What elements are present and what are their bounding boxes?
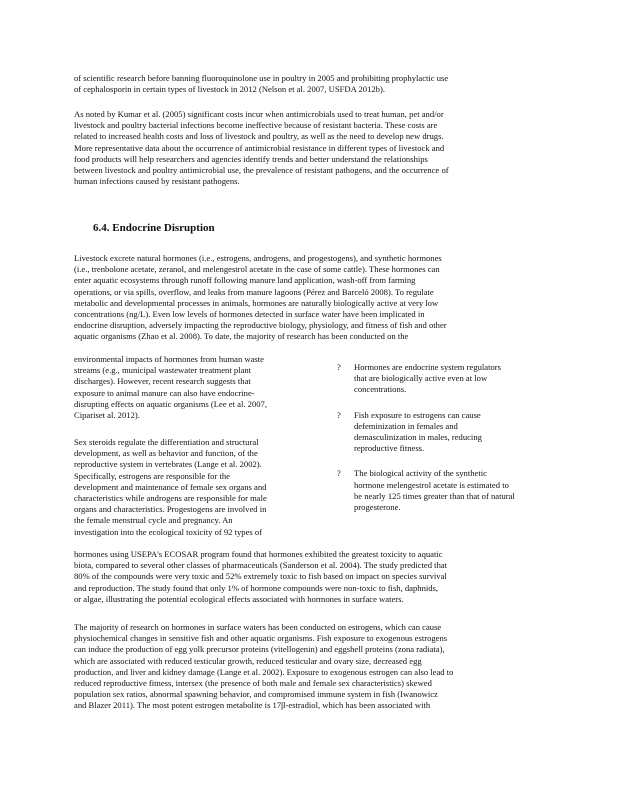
text-line: More representative data about the occurrence of antimicrobial resistance in different types of livestock and — [74, 142, 445, 153]
text-line: aquatic organisms (Zhao et al. 2008). To date, the majority of research has been conducted on the — [74, 331, 409, 342]
text-line: or algae, illustrating the potential ecological effects associated with hormones in surface waters. — [74, 593, 404, 604]
text-line: development and maintenance of female sex organs and — [74, 481, 267, 492]
text-line: investigation into the ecological toxicity of 92 types of — [74, 526, 263, 537]
text-line: environmental impacts of hormones from human waste — [74, 354, 264, 364]
bullet-line: Fish exposure to estrogens can cause — [354, 409, 481, 420]
text-line: metabolic and developmental processes in animals, hormones are naturally biologically active at very low — [74, 297, 439, 308]
text-line: discharges). However, recent research suggests that — [74, 376, 251, 387]
text-line: Sex steroids regulate the differentiation and structural — [74, 437, 259, 447]
text-line: 80% of the compounds were very toxic and 52% extremely toxic to fish based on impact on species survival — [74, 571, 447, 582]
bullet-marker-icon: ? — [337, 362, 341, 372]
paragraph-ecosar — [74, 549, 546, 605]
text-line: physiochemical changes in sensitive fish and other aquatic organisms. Fish exposure to exogenous estrogens — [74, 633, 448, 644]
text-line: food products will help researchers and agencies identify trends and better understand the relationships — [74, 153, 428, 164]
bullet-line: The biological activity of the synthetic — [354, 468, 487, 479]
bullet-line: progesterone. — [354, 502, 401, 513]
bullet-line: concentrations. — [354, 384, 407, 395]
bullet-item — [337, 468, 537, 513]
text-line: concentrations (ng/L). Even low levels of hormones detected in surface water have been implicated in — [74, 309, 425, 320]
section-heading — [93, 222, 215, 234]
paragraph-kumar — [74, 109, 546, 187]
text-line: streams (e.g., municipal wastewater treatment plant — [74, 365, 252, 376]
bullet-line: reproductive fitness. — [354, 443, 425, 454]
text-line: and reproduction. The study found that only 1% of hormone compounds were non-toxic to fish, daphnids, — [74, 582, 439, 593]
bullet-marker-icon: ? — [337, 468, 341, 479]
text-line: Cipariset al. 2012). — [74, 410, 140, 421]
text-line: The majority of research on hormones in surface waters has been conducted on estrogens, which can cause — [74, 622, 442, 632]
text-line: related to increased health costs and loss of livestock and poultry, as well as the need to develop new drugs. — [74, 131, 444, 142]
text-line: reduced reproductive fitness, intersex (the presence of both male and female sex characteristics) skewed — [74, 678, 432, 689]
bullet-line: Hormones are endocrine system regulators — [354, 362, 502, 372]
text-line: exposure to animal manure can also have endocrine- — [74, 387, 255, 398]
bullet-marker-icon: ? — [337, 409, 341, 420]
text-line: organs and characteristics. Progestogens are involved in — [74, 504, 267, 515]
text-line: characteristics while androgens are responsible for male — [74, 493, 267, 504]
text-line: development, as well as behavior and function, of the — [74, 448, 258, 459]
paragraph-livestock — [74, 253, 546, 343]
text-line: enter aquatic ecosystems through runoff following manure land application, wash-off from farming — [74, 275, 416, 286]
text-line: As noted by Kumar et al. (2005) significant costs incur when antimicrobials used to treat human, pet and/or — [74, 109, 444, 119]
text-line: population sex ratios, abnormal spawning behavior, and compromised immune system in fish (Iwanowicz — [74, 689, 438, 700]
text-line: between livestock and poultry antimicrobial use, the prevalence of resistant pathogens, and the occurrence of — [74, 165, 449, 176]
text-line: Specifically, estrogens are responsible for the — [74, 470, 230, 481]
text-line: Livestock excrete natural hormones (i.e., estrogens, androgens, and progestogens), and synthetic hormones — [74, 253, 442, 263]
paragraph-intro — [74, 73, 546, 95]
text-line: endocrine disruption, adversely impacting the reproductive biology, physiology, and fitness of fish and other — [74, 320, 447, 331]
text-line: and Blazer 2011). The most potent estrogen metabolite is 17β-estradiol, which has been associated with — [74, 700, 431, 711]
callout-bullet-list — [337, 362, 537, 527]
text-line: which are associated with reduced testicular growth, reduced testicular and ovary size, decreased egg — [74, 655, 422, 666]
text-line: production, and liver and kidney damage (Lange et al. 2002). Exposure to exogenous estrogen can also lead to — [74, 666, 454, 677]
section-title: Endocrine Disruption — [112, 222, 215, 234]
text-line: human infections caused by resistant pathogens. — [74, 176, 240, 187]
text-line: of cephalosporin in certain types of livestock in 2012 (Nelson et al. 2007, USFDA 2012b). — [74, 84, 385, 95]
text-line: biota, compared to several other classes of pharmaceuticals (Sanderson et al. 2004). The study predicted that — [74, 560, 448, 571]
bullet-line: be nearly 125 times greater than that of natural — [354, 490, 515, 501]
bullet-line: that are biologically active even at low — [354, 373, 488, 384]
text-line: livestock and poultry bacterial infections become ineffective because of resistant bacteria. These costs are — [74, 120, 438, 131]
text-line: the female menstrual cycle and pregnancy. An — [74, 515, 233, 526]
bullet-line: defeminization in females and — [354, 420, 458, 431]
text-line: reproductive system in vertebrates (Lange et al. 2002). — [74, 459, 262, 470]
text-line: can induce the production of egg yolk precursor proteins (vitellogenin) and eggshell proteins (zona radiata), — [74, 644, 445, 655]
paragraph-left-column-continued — [74, 354, 322, 421]
section-number: 6.4. — [93, 222, 110, 234]
text-line: hormones using USEPA's ECOSAR program found that hormones exhibited the greatest toxicity to aquatic — [74, 549, 443, 559]
paragraph-sex-steroids — [74, 437, 322, 538]
text-line: of scientific research before banning fluoroquinolone use in poultry in 2005 and prohibiting prophylactic use — [74, 73, 449, 83]
paragraph-estrogens — [74, 622, 546, 712]
text-line: (i.e., trenbolone acetate, zeranol, and melengestrol acetate in the case of some cattle). These hormones can — [74, 264, 440, 275]
text-line: disrupting effects on aquatic organisms (Lee et al. 2007, — [74, 398, 267, 409]
bullet-line: demasculinization in males, reducing — [354, 432, 482, 443]
bullet-item — [337, 362, 537, 396]
bullet-line: hormone melengestrol acetate is estimated to — [354, 479, 509, 490]
text-line: operations, or via spills, overflow, and leaks from manure lagoons (Pérez and Barceló 2008). To regulate — [74, 286, 434, 297]
bullet-item — [337, 410, 537, 455]
